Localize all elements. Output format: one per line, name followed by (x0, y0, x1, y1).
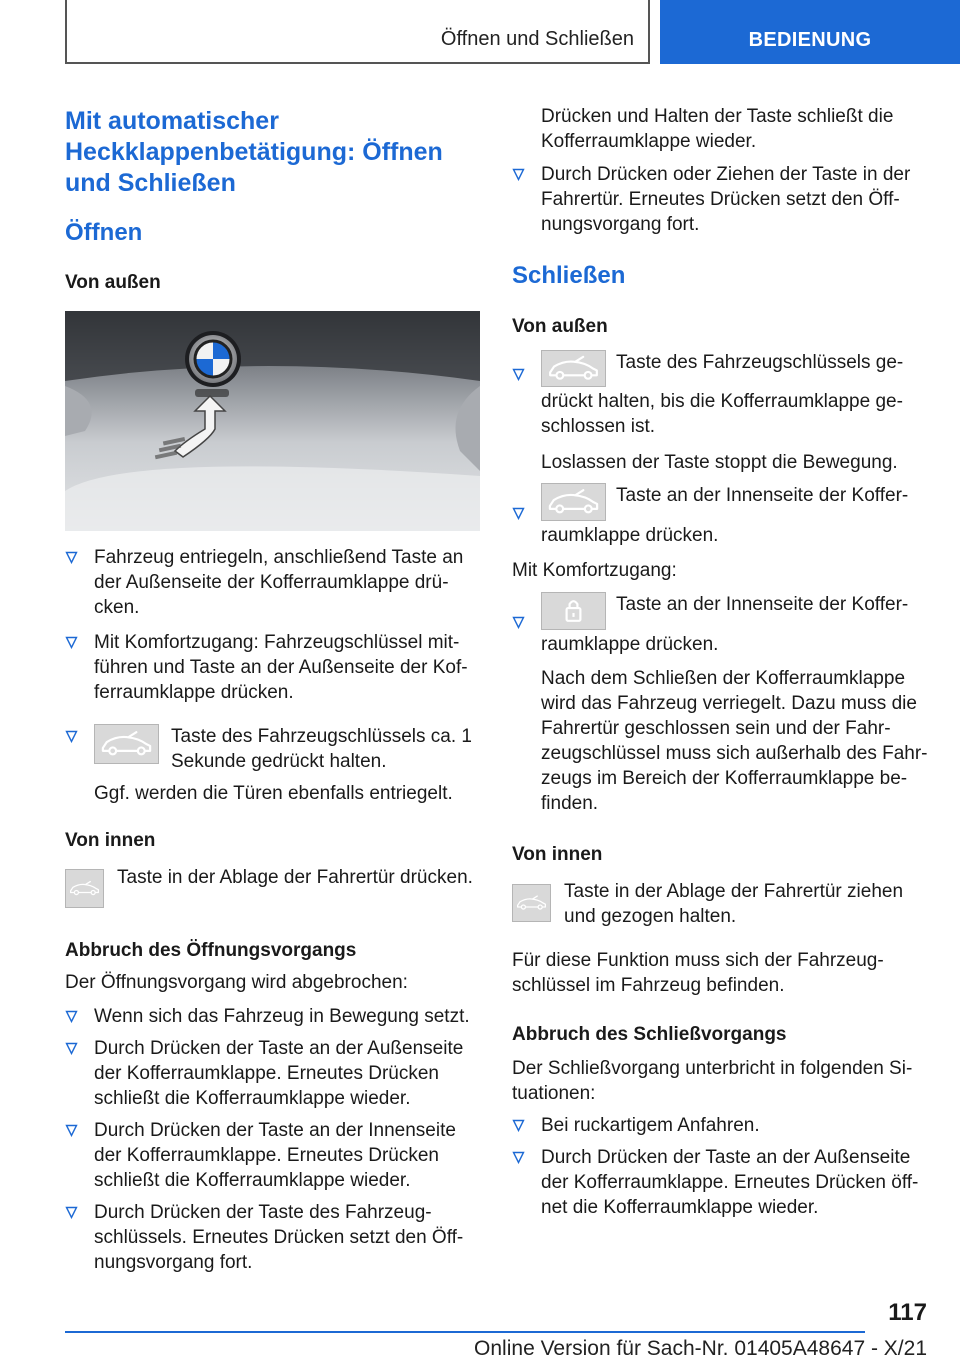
heading-abort-open: Abbruch des Öffnungsvorgangs (65, 940, 357, 961)
header-chapter-tab (660, 0, 960, 64)
key-tailgate-button-icon (541, 350, 606, 387)
list-item-text: Taste des Fahrzeugschlüssels ca. 1 Sekunde gedrückt halten. (171, 726, 472, 772)
inner-tailgate-button-icon (541, 483, 606, 521)
note-text: Loslassen der Taste stoppt die Bewegung. (541, 452, 898, 473)
heading-open-inside: Von innen (65, 830, 156, 851)
note-text: Nach dem Schließen der Kofferraumklappe wird das Fahrzeug verriegelt. Dazu muss die Fahrertür geschlossen sein und der Fahr-zeugschlüssel muss sich außerhalb des Fahr-zeugs im Bereich der Kofferraumklappe be-finden. (541, 668, 928, 814)
subheading-close: Schließen (512, 262, 626, 289)
heading-abort-close: Abbruch des Schließvorgangs (512, 1024, 787, 1045)
list-item-text: Mit Komfortzugang: Fahrzeugschlüssel mit-führen und Taste an der Außenseite der Kof-ferraumklappe drücken. (94, 632, 468, 703)
list-item (65, 1200, 475, 1275)
list-item-text: Durch Drücken der Taste an der Innenseite der Kofferraumklappe. Erneutes Drücken schließt die Kofferraumklappe wieder. (94, 1120, 456, 1191)
list-item-text: Durch Drücken der Taste des Fahrzeug-schlüssels. Erneutes Drücken setzt den Öff-nungsvorgang fort. (94, 1202, 464, 1273)
lock-button-icon (541, 592, 606, 630)
list-item (65, 1118, 475, 1193)
list-item (512, 483, 932, 548)
list-item (65, 630, 475, 705)
list-item (65, 545, 475, 620)
header-title: Öffnen und Schließen (440, 28, 634, 50)
list-item-text: Durch Drücken der Taste an der Außenseite der Kofferraumklappe. Erneutes Drücken öff-net die Kofferraumklappe wieder. (541, 1147, 919, 1218)
list-item-text: Durch Drücken oder Ziehen der Taste in der Fahrertür. Erneutes Drücken setzt den Öff-nungsvorgang fort. (541, 164, 911, 235)
list-item-text: Durch Drücken der Taste an der Außenseite der Kofferraumklappe. Erneutes Drücken schließt die Kofferraumklappe wieder. (94, 1038, 464, 1109)
inside-text: Taste in der Ablage der Fahrertür drücken. (117, 867, 473, 888)
list-item (65, 724, 475, 774)
heading-close-inside: Von innen (512, 844, 603, 865)
bullet-triangle-icon (512, 1151, 525, 1164)
list-item (512, 1145, 932, 1220)
bullet-triangle-icon (512, 1119, 525, 1132)
list-item-text: Taste an der Innenseite der Koffer-raumklappe drücken. (541, 594, 909, 655)
inside-text: Taste in der Ablage der Fahrertür ziehen und gezogen halten. (564, 881, 904, 927)
bullet-triangle-icon (65, 551, 78, 564)
note-text: Ggf. werden die Türen ebenfalls entriegelt. (94, 783, 453, 804)
footer-rule (65, 1331, 865, 1333)
bullet-triangle-icon (65, 1010, 78, 1023)
bullet-triangle-icon (65, 1042, 78, 1055)
list-item (512, 350, 932, 439)
list-item-text: Wenn sich das Fahrzeug in Bewegung setzt. (94, 1006, 470, 1027)
section-heading: Mit automatischer Heckklappenbetätigung: Öffnen und Schließen (65, 107, 443, 197)
page-header (0, 0, 960, 66)
bullet-triangle-icon (512, 168, 525, 181)
list-item (512, 162, 932, 237)
list-item (512, 1113, 932, 1138)
bullet-triangle-icon (65, 1206, 78, 1219)
bullet-triangle-icon (512, 368, 525, 381)
list-item-text: Taste an der Innenseite der Koffer-raumklappe drücken. (541, 485, 909, 546)
abort-intro: Der Schließvorgang unterbricht in folgenden Si-tuationen: (512, 1058, 913, 1104)
header-title-box (65, 0, 650, 64)
continued-text: Drücken und Halten der Taste schließt die Kofferraumklappe wieder. (541, 106, 894, 152)
list-item-text: Bei ruckartigem Anfahren. (541, 1115, 760, 1136)
bullet-triangle-icon (512, 616, 525, 629)
bullet-triangle-icon (65, 1124, 78, 1137)
key-note: Für diese Funktion muss sich der Fahrzeug-schlüssel im Fahrzeug befinden. (512, 950, 884, 996)
bullet-triangle-icon (65, 636, 78, 649)
subheading-open: Öffnen (65, 219, 143, 246)
abort-intro: Der Öffnungsvorgang wird abgebrochen: (65, 972, 408, 993)
heading-open-outside: Von außen (65, 272, 161, 293)
online-version-note: Online Version für Sach-Nr. 01405A48647 - X/21 (474, 1337, 927, 1360)
driver-door-button-icon (512, 884, 551, 922)
tailgate-illustration (65, 311, 480, 531)
comfort-label: Mit Komfortzugang: (512, 560, 677, 581)
tailgate-photo (65, 311, 480, 531)
list-item-text: Fahrzeug entriegeln, anschließend Taste an der Außenseite der Kofferraumklappe drü-cken. (94, 547, 464, 618)
key-tailgate-button-icon (94, 724, 159, 764)
list-item-text: Taste des Fahrzeugschlüssels ge-drückt halten, bis die Kofferraumklappe ge-schlossen ist. (541, 352, 904, 437)
driver-door-button-icon (65, 869, 104, 908)
heading-close-outside: Von außen (512, 316, 608, 337)
list-item (65, 1036, 475, 1111)
bullet-triangle-icon (512, 507, 525, 520)
bullet-triangle-icon (65, 730, 78, 743)
list-item (65, 1004, 475, 1029)
header-tab-label: BEDIENUNG (748, 29, 872, 51)
list-item (512, 592, 932, 657)
page-number: 117 (888, 1299, 927, 1326)
